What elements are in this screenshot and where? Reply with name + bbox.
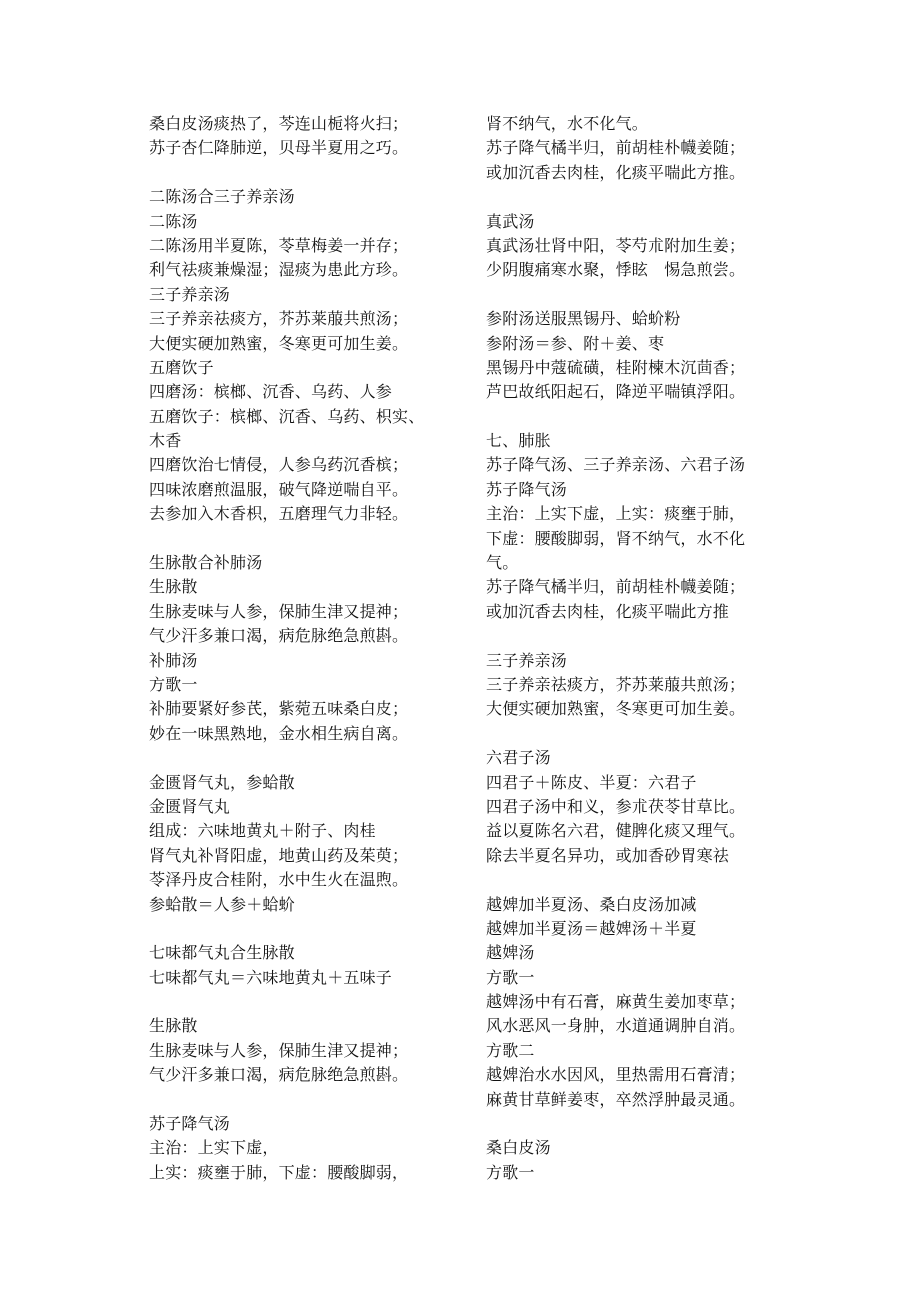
text-line: 越婢汤中有石膏，麻黄生姜加枣草； bbox=[486, 992, 746, 1012]
text-line: 益以夏陈名六君，健脾化痰又理气。 bbox=[486, 821, 746, 841]
blank-line bbox=[486, 722, 786, 746]
text-line: 越婢加半夏汤、桑白皮汤加减 bbox=[486, 894, 697, 914]
text-line: 气。 bbox=[486, 553, 519, 573]
text-line: 金匮肾气丸，参蛤散 bbox=[149, 772, 295, 792]
text-line: 三子养亲汤 bbox=[486, 650, 568, 670]
text-line: 六君子汤 bbox=[486, 748, 551, 768]
text-line: 三子养亲汤 bbox=[149, 284, 231, 304]
text-line: 少阴腹痛寒水聚，悸眩 惕急煎尝。 bbox=[486, 260, 746, 280]
text-line: 苏子降气橘半归，前胡桂朴幭姜随； bbox=[486, 577, 746, 597]
text-line: 大便实硬加熟蜜，冬寒更可加生姜。 bbox=[149, 333, 409, 353]
text-line: 主治：上实下虚， bbox=[149, 1138, 279, 1158]
text-line: 除去半夏名异功，或加香砂胃寒祛 bbox=[486, 845, 730, 865]
text-line: 木香 bbox=[149, 431, 182, 451]
text-line: 越婢治水水因风，里热需用石膏清； bbox=[486, 1065, 746, 1085]
blank-line bbox=[149, 746, 454, 770]
text-line: 七味都气丸＝六味地黄丸＋五味子 bbox=[149, 967, 393, 987]
text-line: 苏子降气汤 bbox=[149, 1114, 231, 1134]
text-line: 组成：六味地黄丸＋附子、肉桂 bbox=[149, 821, 376, 841]
text-line: 四君子＋陈皮、半夏：六君子 bbox=[486, 772, 697, 792]
text-line: 方歌一 bbox=[486, 967, 535, 987]
text-line: 苏子降气汤 bbox=[486, 479, 568, 499]
blank-line bbox=[149, 1088, 454, 1112]
text-line: 苏子降气橘半归，前胡桂朴幭姜随； bbox=[486, 138, 746, 158]
text-line: 四磨汤：槟榔、沉香、乌药、人参 bbox=[149, 382, 393, 402]
text-line: 苏子降气汤、三子养亲汤、六君子汤 bbox=[486, 455, 746, 475]
text-line: 补肺要紧好参芪，紫菀五味桑白皮； bbox=[149, 699, 409, 719]
blank-line bbox=[486, 868, 786, 892]
text-line: 利气祛痰兼燥湿；湿痰为患此方珍。 bbox=[149, 260, 409, 280]
text-line: 真武汤壮肾中阳，苓芍朮附加生姜； bbox=[486, 235, 746, 255]
text-line: 越婢汤 bbox=[486, 943, 535, 963]
text-line: 参附汤＝参、附＋姜、枣 bbox=[486, 333, 665, 353]
text-line: 二陈汤 bbox=[149, 211, 198, 231]
text-line: 生脉散 bbox=[149, 1016, 198, 1036]
text-line: 生脉麦味与人参，保肺生津又提神； bbox=[149, 1040, 409, 1060]
text-line: 上实：痰壅于肺，下虚：腰酸脚弱， bbox=[149, 1162, 409, 1182]
text-line: 或加沉香去肉桂，化痰平喘此方推。 bbox=[486, 162, 746, 182]
text-line: 生脉散合补肺汤 bbox=[149, 553, 263, 573]
text-line: 参附汤送服黑锡丹、蛤蚧粉 bbox=[486, 309, 681, 329]
blank-line bbox=[149, 917, 454, 941]
text-line: 黑锡丹中蔻硫磺，桂附楝木沉茴香； bbox=[486, 357, 746, 377]
text-line: 肾不纳气，水不化气。 bbox=[486, 114, 649, 133]
blank-line bbox=[486, 283, 786, 307]
text-line: 芦巴故纸阳起石，降逆平喘镇浮阳。 bbox=[486, 382, 746, 402]
blank-line bbox=[486, 1112, 786, 1136]
text-line: 肾气丸补肾阳虚，地黄山药及茱萸； bbox=[149, 845, 409, 865]
text-line: 五磨饮子 bbox=[149, 357, 214, 377]
text-line: 二陈汤用半夏陈，苓草梅姜一并存； bbox=[149, 235, 409, 255]
text-line: 二陈汤合三子养亲汤 bbox=[149, 187, 295, 207]
text-line: 方歌二 bbox=[486, 1040, 535, 1060]
text-line: 四磨饮治七情侵，人参乌药沉香槟； bbox=[149, 455, 409, 475]
blank-line bbox=[486, 624, 786, 648]
text-line: 桑白皮汤痰热了，芩连山栀将火扫； bbox=[149, 114, 409, 133]
text-line: 五磨饮子：槟榔、沉香、乌药、枳实、 bbox=[149, 406, 425, 426]
text-line: 补肺汤 bbox=[149, 650, 198, 670]
right-text-column bbox=[486, 112, 786, 1185]
text-line: 妙在一味黑熟地，金水相生病自离。 bbox=[149, 723, 409, 743]
text-line: 风水恶风一身肿，水道通调肿自消。 bbox=[486, 1016, 746, 1036]
text-line: 四味浓磨煎温服，破气降逆喘自平。 bbox=[149, 479, 409, 499]
text-line: 参蛤散＝人参＋蛤蚧 bbox=[149, 894, 295, 914]
text-line: 七味都气丸合生脉散 bbox=[149, 943, 295, 963]
text-line: 麻黄甘草鲜姜枣，卒然浮肿最灵通。 bbox=[486, 1089, 746, 1109]
text-line: 越婢加半夏汤＝越婢汤＋半夏 bbox=[486, 918, 697, 938]
blank-line bbox=[149, 161, 454, 185]
text-line: 金匮肾气丸 bbox=[149, 796, 231, 816]
text-line: 桑白皮汤 bbox=[486, 1138, 551, 1158]
text-line: 生脉麦味与人参，保肺生津又提神； bbox=[149, 601, 409, 621]
text-line: 主治：上实下虚，上实：痰壅于肺， bbox=[486, 504, 746, 524]
text-line: 七、肺胀 bbox=[486, 431, 551, 451]
text-line: 方歌一 bbox=[149, 674, 198, 694]
text-line: 苏子杏仁降肺逆，贝母半夏用之巧。 bbox=[149, 138, 409, 158]
text-line: 大便实硬加熟蜜，冬寒更可加生姜。 bbox=[486, 699, 746, 719]
blank-line bbox=[486, 405, 786, 429]
text-line: 方歌一 bbox=[486, 1162, 535, 1182]
blank-line bbox=[149, 527, 454, 551]
text-line: 三子养亲祛痰方，芥苏莱菔共煎汤； bbox=[486, 674, 746, 694]
text-line: 气少汗多兼口渴，病危脉绝急煎斟。 bbox=[149, 1065, 409, 1085]
text-line: 三子养亲祛痰方，芥苏莱菔共煎汤； bbox=[149, 309, 409, 329]
text-line: 气少汗多兼口渴，病危脉绝急煎斟。 bbox=[149, 626, 409, 646]
text-line: 下虚：腰酸脚弱，肾不纳气，水不化 bbox=[486, 528, 746, 548]
left-text-column bbox=[149, 112, 454, 1185]
text-line: 或加沉香去肉桂，化痰平喘此方推 bbox=[486, 601, 730, 621]
text-line: 去参加入木香枳，五磨理气力非轻。 bbox=[149, 504, 409, 524]
text-line: 苓泽丹皮合桂附，水中生火在温煦。 bbox=[149, 870, 409, 890]
text-line: 真武汤 bbox=[486, 211, 535, 231]
text-line: 生脉散 bbox=[149, 577, 198, 597]
blank-line bbox=[149, 990, 454, 1014]
text-line: 四君子汤中和义，参朮茯苓甘草比。 bbox=[486, 796, 746, 816]
blank-line bbox=[486, 185, 786, 209]
